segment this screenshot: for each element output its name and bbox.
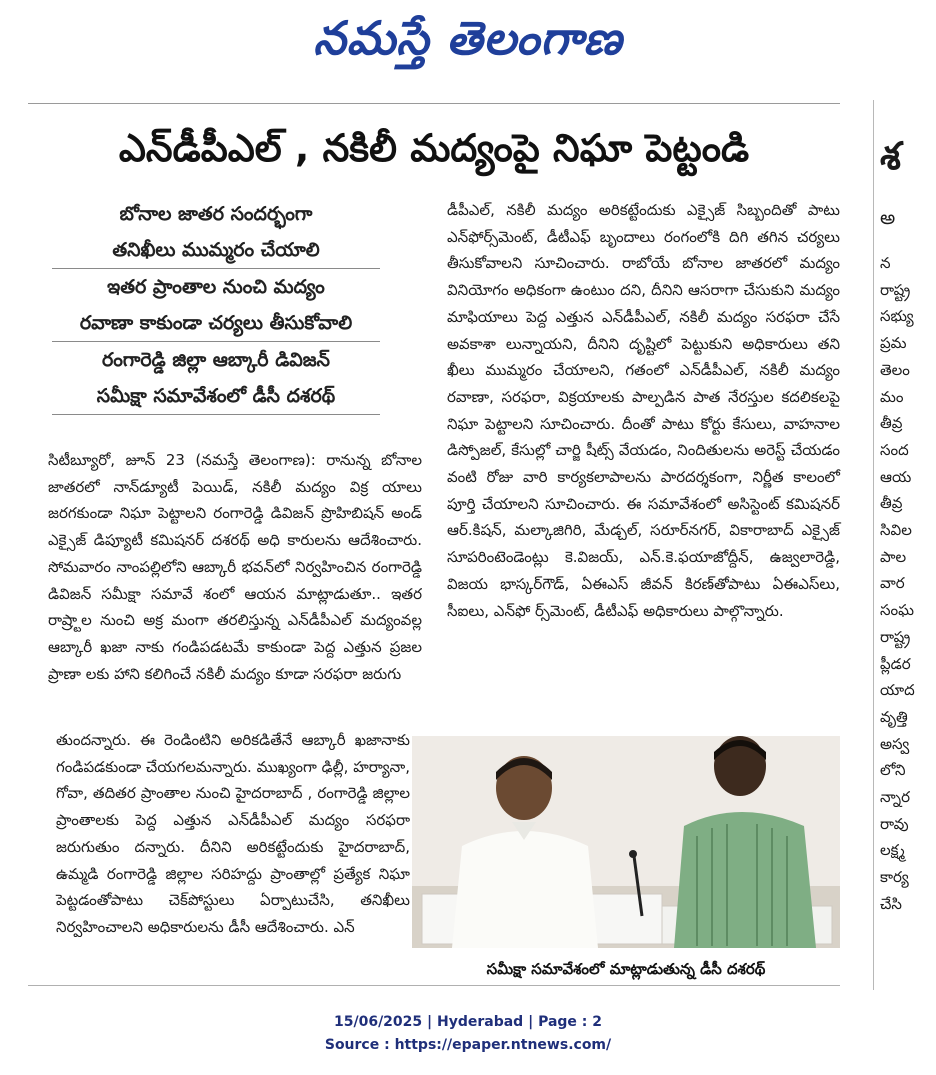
footer-date-edition: 15/06/2025 | Hyderabad | Page : 2 [333, 1014, 603, 1030]
column-divider [873, 100, 874, 990]
adjacent-subhead-fragment: అ [880, 207, 896, 229]
adjacent-text-line: సివిల [880, 521, 912, 540]
article-body-col2: డీపీఎల్, నకిలీ మద్యం అరికట్టేందుకు ఎక్సైజ్ సిబ్బందితో పాటు ఎన్‌ఫోర్స్‌మెంట్, డీటీఎఫ్ బృందాలు రంగంలోకి దిగి తగిన చర్యలు తీసుకోవాలని సూచించారు. రాబోయే బోనాల జాతరలో మద్యం వినియోగం అధికంగా ఉంటుం దని, దీనిని ఆసరాగా చేసుకుని మద్యం మాఫియాలు పెద్ద ఎత్తున ఎన్‌డీపీఎల్, నకిలీ మద్యం సరఫరా చేసే అవకాశా లున్నాయని, దీనిని దృష్టిలో పెట్టుకుని అధికారులు తని ఖీలు ముమ్మరం చేయాలని, గతంలో ఎన్‌డీపీఎల్, నకిలీ మద్యం రవాణా, సరఫరా, విక్రయాలకు పాల్పడిన పాత నేరస్తుల కదలికలపై నిఘా పెట్టాలని సూచించారు. దీంతో పాటు కోర్టు కేసులు, వాహనాల డిస్పోజల్, కేసుల్లో చార్జి షీట్స్ వేయడం, నిందితులను అరెస్ట్ చేయడం వంటి రోజు వారి కార్యకలాపాలను పారదర్శకంగా, నిర్ణీత కాలంలో పూర్తి చేయాలని సూచించారు. ఈ సమావేశంలో అసిస్టెంట్ కమిషనర్ ఆర్.కిషన్, మల్కాజిగిరి, మేడ్చల్, సరూర్‌నగర్, వికారాబాద్ ఎక్సైజ్ సూపరింటెండెంట్లు కె.విజయ్, ఎన్.కె.ఫయాజోద్దీన్, ఉజ్వలారెడ్డి, విజయ భాస్కర్‌గౌడ్, ఏఈఎస్ జీవన్ కిరణ్‌తోపాటు ఏఈఎస్‌లు, సీఐలు, ఎన్‌ఫో ర్స్‌మెంట్, డీటీఎఫ్ అధికారులు పాల్గొన్నారు. [447, 201, 840, 620]
adjacent-text-line: అస్వ [880, 734, 910, 753]
adjacent-text-line: మం [880, 387, 904, 406]
subhead-line: రంగారెడ్డి జిల్లా ఆబ్కారీ డివిజన్ [102, 349, 330, 371]
footer-source: Source : https://epaper.ntnews.com/ [324, 1037, 612, 1053]
adjacent-text-line: వృత్తి [880, 707, 908, 726]
adjacent-text-line: ఆయ [880, 467, 912, 486]
adjacent-text-line: వార [880, 574, 905, 593]
article-subheads [28, 196, 404, 415]
photo-caption: సమీక్షా సమావేశంలో మాట్లాడుతున్న డీసీ దశరథ్ [486, 960, 766, 978]
adjacent-headline-fragment: శ [880, 134, 901, 178]
adjacent-text-line: తెలం [880, 360, 910, 379]
subhead-line: సమీక్షా సమావేశంలో డీసీ దశరథ్ [96, 385, 336, 407]
subhead-line: ఇతర ప్రాంతాల నుంచి మద్యం [107, 276, 325, 298]
article-body-col1-part1: సిటీబ్యూరో, జూన్ 23 (నమస్తే తెలంగాణ): రానున్న బోనాల జాతరలో నాన్‌డ్యూటీ పెయిడ్, నకిలీ మద్యం విక్ర యాలు జరగకుండా నిఘా పెట్టాలని రంగారెడ్డి డివిజన్ ప్రొహిబిషన్ అండ్ ఎక్సైజ్ డిప్యూటీ కమిషనర్ దశరథ్ అధి కారులను ఆదేశించారు. సోమవారం నాంపల్లిలోని ఆబ్కారీ భవన్‌లో నిర్వహించిన రంగారెడ్డి డివిజన్ సమీక్షా సమావే శంలో ఆయన మాట్లాడుతూ.. ఇతర రాష్ర్టాల నుంచి అక్ర మంగా తరలిస్తున్న ఎన్‌డీపీఎల్ మద్యంవల్ల ఆబ్కారీ ఖజా నాకు గండిపడటమే కాకుండా పెద్ద ఎత్తున ప్రజల ప్రాణా లకు హాని కలిగించే నకిలీ మద్యం కూడా సరఫరా జరుగు [48, 451, 422, 683]
adjacent-text-line: రాష్ట్ర [880, 280, 911, 299]
adjacent-text-line: ప్రమ [880, 334, 907, 353]
adjacent-text-line: పాల [880, 547, 907, 566]
adjacent-article-fragment [880, 120, 936, 918]
adjacent-text-line: కార్య [880, 868, 909, 887]
adjacent-text-line: సంద [880, 440, 909, 459]
subhead-line: రవాణా కాకుండా చర్యలు తీసుకోవాలి [79, 312, 353, 334]
adjacent-text-line: చేసి [880, 894, 902, 913]
adjacent-text-line: రాష్ట్ర [880, 627, 911, 646]
adjacent-text-line: లక్ష్మ [880, 841, 905, 860]
meeting-photo-illustration [412, 736, 840, 948]
adjacent-text-line: సభ్యు [880, 307, 914, 326]
adjacent-text-line: తీవ్ర [880, 414, 903, 433]
subhead-line: బోనాల జాతర సందర్భంగా [119, 203, 313, 225]
bottom-divider [28, 985, 840, 986]
adjacent-text-line: యాద [880, 681, 915, 700]
top-divider [28, 103, 840, 104]
article-body-col1-part2: తుందన్నారు. ఈ రెండింటిని అరికడితేనే ఆబ్కారీ ఖజానాకు గండిపడకుండా చేయగలమన్నారు. ముఖ్యంగా ఢిల్లీ, హర్యానా, గోవా, తదితర ప్రాంతాల నుంచి హైదరాబాద్ , రంగారెడ్డి జిల్లాల ప్రాంతాలకు పెద్ద ఎత్తున ఎన్‌డీపీఎల్ మద్యం సరఫరా జరుగుతుం దన్నారు. దీనిని అరికట్టేందుకు హైదరాబాద్, ఉమ్మడి రంగారెడ్డి జిల్లాల సరిహద్దు ప్రాంతాల్లో ప్రత్యేక నిఘా పెట్టడంతోపాటు చెక్‌పోస్టులు ఏర్పాటుచేసి, తనిఖీలు నిర్వహించాలని అధికారులను డీసీ ఆదేశించారు. ఎన్ [56, 731, 410, 936]
meeting-photo [412, 736, 840, 948]
article-headline: ఎన్‌డీపీఎల్ , నకిలీ మద్యంపై నిఘా పెట్టండి [118, 126, 750, 170]
newspaper-masthead: నమస్తే తెలంగాణ [313, 11, 623, 65]
adjacent-text-line: ప్లీడర [880, 654, 911, 673]
adjacent-text-line: రావు [880, 814, 909, 833]
adjacent-text-line: సంఘ [880, 601, 915, 620]
adjacent-text-line: న [880, 254, 891, 272]
adjacent-text-line: లోని [880, 761, 906, 780]
adjacent-text-line: తీవ్ర [880, 494, 903, 513]
subhead-line: తనిఖీలు ముమ్మరం చేయాలి [112, 239, 320, 261]
adjacent-text-line: న్నార [880, 788, 910, 807]
subhead-divider [52, 414, 380, 415]
